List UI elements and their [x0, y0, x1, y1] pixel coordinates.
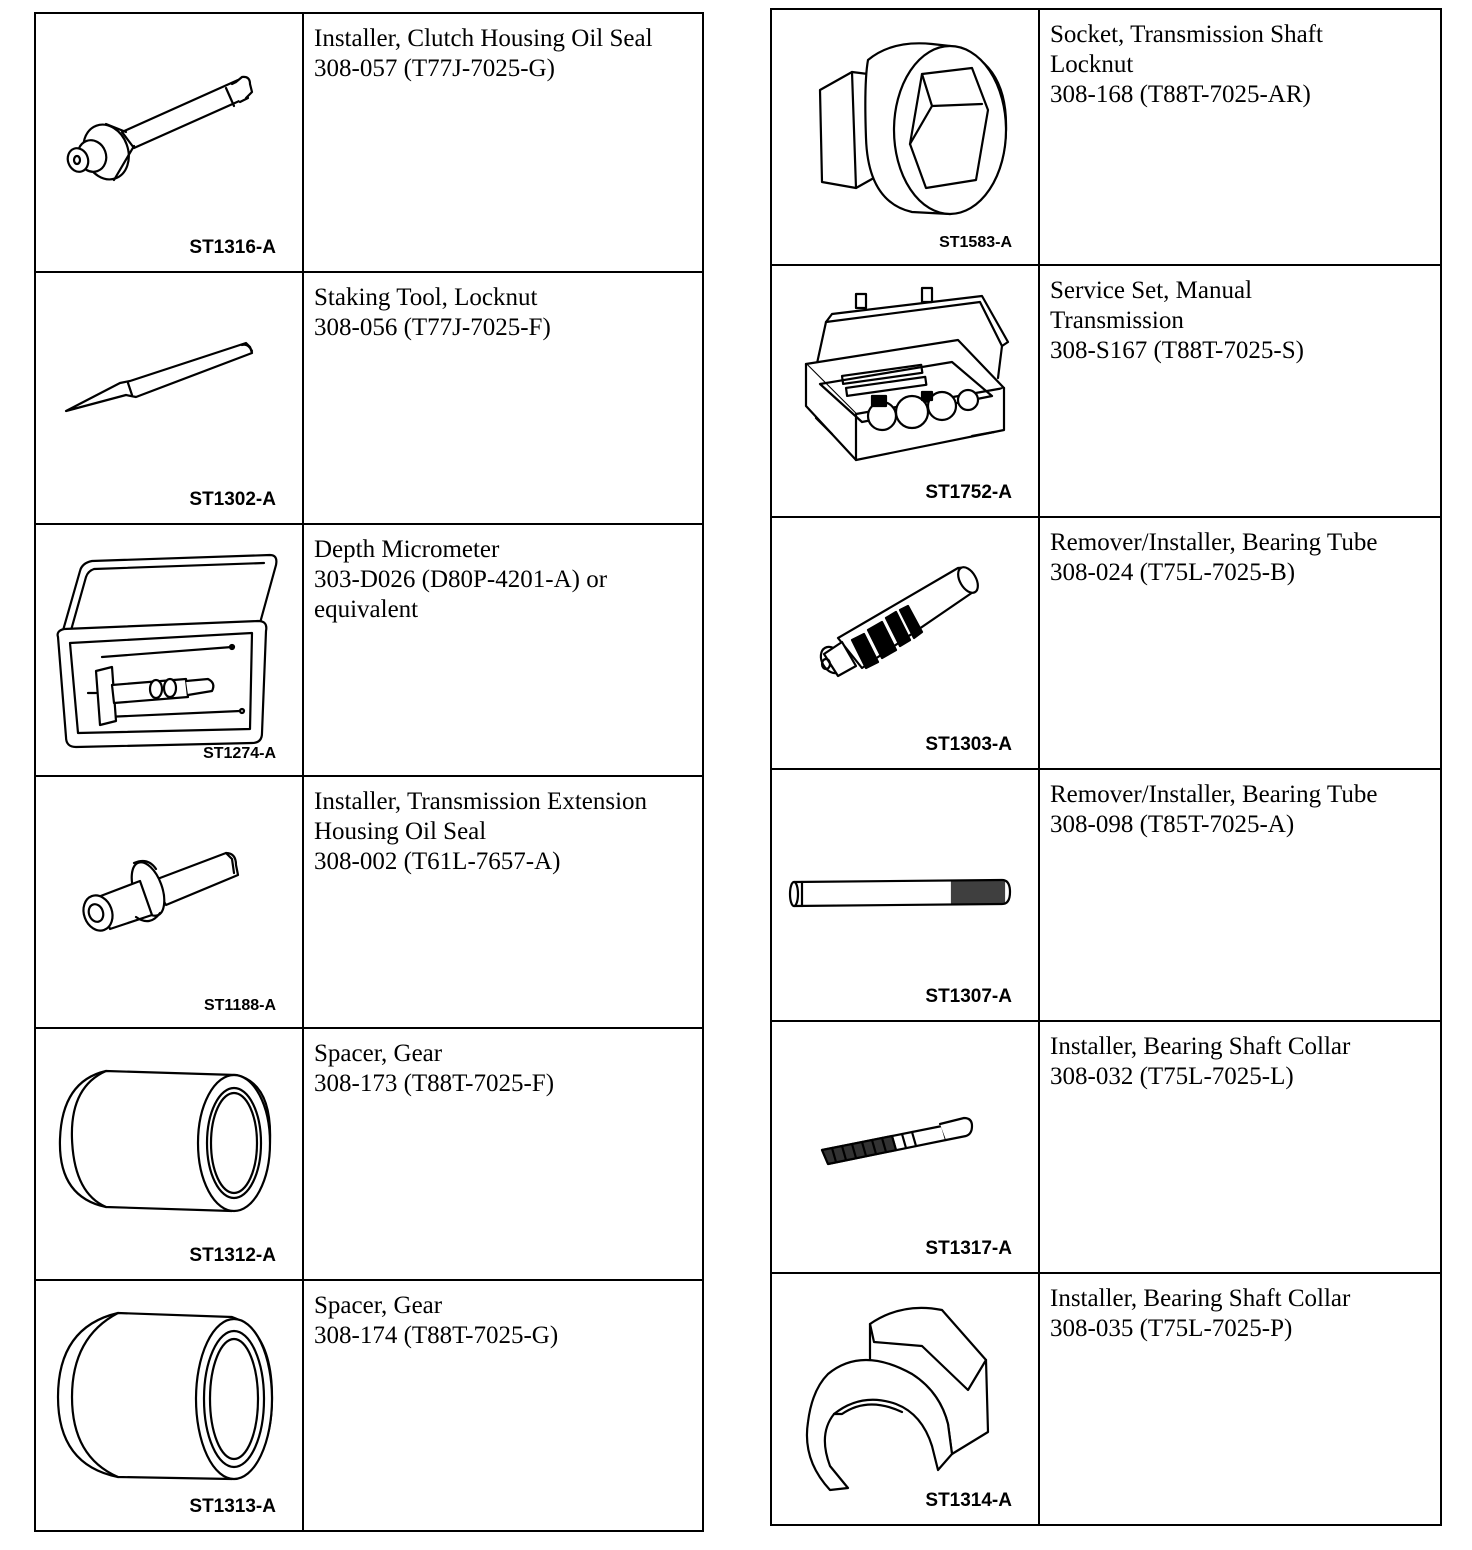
tool-description	[304, 14, 702, 271]
tool-name-continued: Transmission	[1050, 307, 1184, 334]
tool-row	[36, 523, 702, 775]
tool-description	[304, 777, 702, 1027]
depth-micrometer-case-icon	[36, 525, 304, 775]
tool-illustration-cell	[772, 1022, 1040, 1272]
bearing-tube-tool-icon	[772, 518, 1040, 768]
service-set-case-icon	[772, 266, 1040, 516]
tool-description	[1040, 770, 1440, 1020]
tool-row	[772, 1272, 1440, 1524]
tool-name: Installer, Bearing Shaft Collar	[1050, 1285, 1351, 1312]
tool-illustration-cell	[36, 777, 304, 1027]
tool-code: ST1307-A	[925, 986, 1012, 1007]
tool-part-number: 308-056 (T77J-7025-F)	[314, 314, 551, 341]
extension-seal-installer-icon	[36, 777, 304, 1027]
tool-description	[1040, 266, 1440, 516]
tool-name: Socket, Transmission Shaft	[1050, 21, 1323, 48]
tool-name: Service Set, Manual	[1050, 277, 1253, 304]
split-collar-icon	[772, 1274, 1040, 1524]
tool-illustration-cell	[772, 518, 1040, 768]
tool-part-number: 308-173 (T88T-7025-F)	[314, 1070, 555, 1097]
tool-code: ST1583-A	[939, 234, 1012, 251]
tool-row	[36, 14, 702, 271]
tool-illustration-cell	[772, 770, 1040, 1020]
tool-code: ST1314-A	[925, 1490, 1012, 1511]
special-tools-table-right	[770, 8, 1442, 1526]
tool-part-number: 308-168 (T88T-7025-AR)	[1050, 81, 1311, 108]
tool-code: ST1303-A	[925, 734, 1012, 755]
clutch-seal-installer-icon	[36, 14, 304, 269]
tool-code: ST1302-A	[189, 489, 276, 510]
tool-part-number: 308-002 (T61L-7657-A)	[314, 848, 561, 875]
tool-illustration-cell	[772, 1274, 1040, 1524]
tool-row	[772, 516, 1440, 768]
tool-part-number: 303-D026 (D80P-4201-A) or	[314, 566, 608, 593]
tool-description	[304, 1029, 702, 1279]
tool-illustration-cell	[36, 14, 304, 271]
hex-socket-icon	[772, 10, 1040, 262]
tool-name: Remover/Installer, Bearing Tube	[1050, 781, 1378, 808]
tool-row	[36, 1279, 702, 1530]
tool-name: Staking Tool, Locknut	[314, 284, 538, 311]
tool-part-number: 308-035 (T75L-7025-P)	[1050, 1315, 1293, 1342]
tool-part-number: 308-098 (T85T-7025-A)	[1050, 811, 1295, 838]
tool-description	[1040, 518, 1440, 768]
tool-code: ST1312-A	[189, 1245, 276, 1266]
tool-illustration-cell	[36, 273, 304, 523]
threaded-shaft-icon	[772, 1022, 1040, 1272]
knurled-rod-icon	[772, 770, 1040, 1020]
tool-part-number: 308-057 (T77J-7025-G)	[314, 55, 555, 82]
tool-description	[1040, 1274, 1440, 1524]
tool-row	[36, 271, 702, 523]
tool-part-number: 308-S167 (T88T-7025-S)	[1050, 337, 1304, 364]
tool-row	[772, 10, 1440, 264]
tool-part-number: 308-174 (T88T-7025-G)	[314, 1322, 559, 1349]
gear-spacer-icon	[36, 1029, 304, 1279]
tool-illustration-cell	[772, 10, 1040, 264]
tool-description	[304, 1281, 702, 1530]
tool-code: ST1313-A	[189, 1496, 276, 1517]
tool-row	[36, 1027, 702, 1279]
tool-row	[772, 768, 1440, 1020]
tool-name: Remover/Installer, Bearing Tube	[1050, 529, 1378, 556]
tool-name-continued: Locknut	[1050, 51, 1134, 78]
tool-row	[772, 264, 1440, 516]
tool-name: Installer, Bearing Shaft Collar	[1050, 1033, 1351, 1060]
staking-tool-icon	[36, 273, 304, 523]
tool-name: Spacer, Gear	[314, 1040, 443, 1067]
tool-description	[304, 273, 702, 523]
tool-illustration-cell	[36, 1281, 304, 1530]
tool-name: Depth Micrometer	[314, 536, 500, 563]
tool-code: ST1752-A	[925, 482, 1012, 503]
tool-description	[1040, 10, 1440, 264]
tool-name-continued: Housing Oil Seal	[314, 818, 487, 845]
gear-spacer-large-icon	[36, 1281, 304, 1531]
tool-description	[304, 525, 702, 775]
tool-illustration-cell	[36, 1029, 304, 1279]
tool-code: ST1317-A	[925, 1238, 1012, 1259]
tool-row	[36, 775, 702, 1027]
tool-code: ST1188-A	[203, 997, 276, 1014]
tool-illustration-cell	[36, 525, 304, 775]
tool-name: Spacer, Gear	[314, 1292, 443, 1319]
tool-name: Installer, Clutch Housing Oil Seal	[314, 25, 653, 52]
tool-description	[1040, 1022, 1440, 1272]
tool-row	[772, 1020, 1440, 1272]
tool-illustration-cell	[772, 266, 1040, 516]
special-tools-table-left	[34, 12, 704, 1532]
tool-code: ST1316-A	[189, 237, 276, 258]
tool-name: Installer, Transmission Extension	[314, 788, 648, 815]
tool-part-number: 308-024 (T75L-7025-B)	[1050, 559, 1296, 586]
tool-code: ST1274-A	[203, 745, 276, 762]
tool-part-number: 308-032 (T75L-7025-L)	[1050, 1063, 1294, 1090]
tool-note: equivalent	[314, 596, 419, 623]
